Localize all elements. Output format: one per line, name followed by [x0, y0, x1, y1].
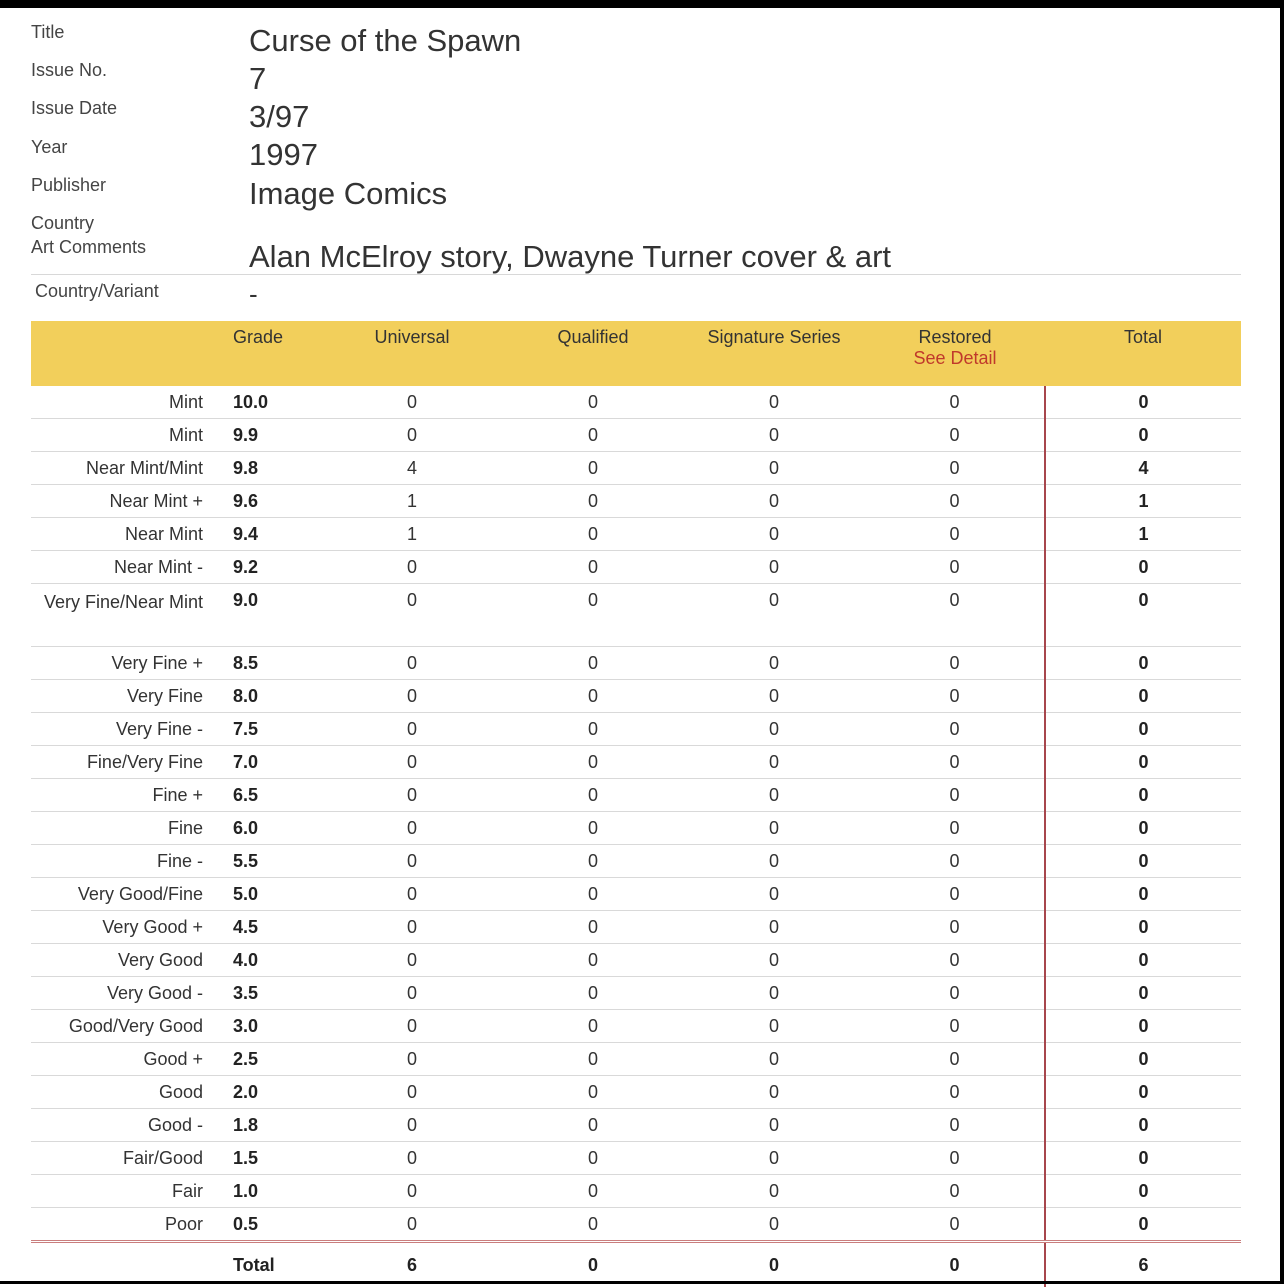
- publisher-label: Publisher: [31, 175, 106, 196]
- cell-signature: 0: [683, 911, 865, 944]
- cell-total: 0: [1045, 1109, 1241, 1142]
- table-row: [31, 812, 1241, 845]
- cell-grade: 9.0: [223, 584, 321, 647]
- title-label: Title: [31, 22, 64, 43]
- grade-name: Near Mint +: [31, 485, 223, 518]
- cell-qualified: 0: [503, 647, 683, 680]
- cell-universal: 0: [321, 647, 503, 680]
- cell-universal: 0: [321, 812, 503, 845]
- cell-restored: 0: [865, 1208, 1045, 1242]
- cell-total: 0: [1045, 551, 1241, 584]
- cell-qualified: 0: [503, 944, 683, 977]
- grade-name: Poor: [31, 1208, 223, 1242]
- table-row: [31, 746, 1241, 779]
- table-row: [31, 386, 1241, 419]
- cell-signature: 0: [683, 1109, 865, 1142]
- table-row: [31, 845, 1241, 878]
- cell-restored: 0: [865, 911, 1045, 944]
- cell-total: 0: [1045, 419, 1241, 452]
- cell-grade: 9.8: [223, 452, 321, 485]
- cell-universal: 0: [321, 1043, 503, 1076]
- table-row: [31, 680, 1241, 713]
- cell-grade: 4.5: [223, 911, 321, 944]
- totals-signature: 0: [683, 1242, 865, 1287]
- grade-name: Near Mint: [31, 518, 223, 551]
- cell-total: 0: [1045, 1175, 1241, 1208]
- table-row: [31, 518, 1241, 551]
- grade-name: Very Fine/Near Mint: [31, 584, 223, 647]
- header-signature: Signature Series: [683, 321, 865, 386]
- cell-total: 0: [1045, 1010, 1241, 1043]
- cell-restored: 0: [865, 977, 1045, 1010]
- table-row: [31, 1208, 1241, 1242]
- issue-value: 7: [249, 61, 266, 97]
- cell-restored: 0: [865, 1109, 1045, 1142]
- grade-name: Good -: [31, 1109, 223, 1142]
- year-label: Year: [31, 137, 67, 158]
- cell-restored: 0: [865, 551, 1045, 584]
- cell-total: 0: [1045, 779, 1241, 812]
- grade-name: Very Fine +: [31, 647, 223, 680]
- cell-restored: 0: [865, 1010, 1045, 1043]
- table-row: [31, 878, 1241, 911]
- table-header: [31, 321, 1241, 386]
- cell-grade: 4.0: [223, 944, 321, 977]
- year-value: 1997: [249, 137, 318, 173]
- grade-name: Very Good +: [31, 911, 223, 944]
- see-detail-link[interactable]: See Detail: [866, 348, 1044, 369]
- cell-signature: 0: [683, 452, 865, 485]
- cell-universal: 0: [321, 944, 503, 977]
- cell-qualified: 0: [503, 584, 683, 647]
- cell-signature: 0: [683, 812, 865, 845]
- cell-qualified: 0: [503, 713, 683, 746]
- cell-signature: 0: [683, 1208, 865, 1242]
- cell-universal: 0: [321, 779, 503, 812]
- cell-qualified: 0: [503, 1010, 683, 1043]
- table-row: [31, 452, 1241, 485]
- cell-grade: 9.4: [223, 518, 321, 551]
- cell-signature: 0: [683, 878, 865, 911]
- cell-total: 0: [1045, 1043, 1241, 1076]
- table-row: [31, 551, 1241, 584]
- grade-name: Near Mint/Mint: [31, 452, 223, 485]
- cell-grade: 0.5: [223, 1208, 321, 1242]
- cell-grade: 6.5: [223, 779, 321, 812]
- cell-restored: 0: [865, 878, 1045, 911]
- cell-grade: 9.9: [223, 419, 321, 452]
- cell-universal: 0: [321, 746, 503, 779]
- cell-universal: 0: [321, 878, 503, 911]
- cell-restored: 0: [865, 584, 1045, 647]
- cell-qualified: 0: [503, 680, 683, 713]
- cell-qualified: 0: [503, 911, 683, 944]
- cell-signature: 0: [683, 419, 865, 452]
- cell-qualified: 0: [503, 419, 683, 452]
- cell-universal: 0: [321, 386, 503, 419]
- cell-signature: 0: [683, 551, 865, 584]
- grade-name: Fair: [31, 1175, 223, 1208]
- table-row: [31, 1043, 1241, 1076]
- date-value: 3/97: [249, 99, 309, 135]
- grade-name: Very Good/Fine: [31, 878, 223, 911]
- cell-restored: 0: [865, 518, 1045, 551]
- variant-label: Country/Variant: [35, 281, 159, 302]
- grade-name: Near Mint -: [31, 551, 223, 584]
- cell-total: 0: [1045, 878, 1241, 911]
- cell-total: 0: [1045, 647, 1241, 680]
- cell-total: 0: [1045, 680, 1241, 713]
- grade-name: Mint: [31, 386, 223, 419]
- cell-universal: 1: [321, 518, 503, 551]
- cell-restored: 0: [865, 1175, 1045, 1208]
- cell-signature: 0: [683, 584, 865, 647]
- grade-name: Fine/Very Fine: [31, 746, 223, 779]
- cell-restored: 0: [865, 485, 1045, 518]
- header-name: [31, 321, 223, 386]
- grade-name: Very Good: [31, 944, 223, 977]
- cell-total: 1: [1045, 518, 1241, 551]
- cell-grade: 8.0: [223, 680, 321, 713]
- cell-signature: 0: [683, 1175, 865, 1208]
- cell-universal: 0: [321, 584, 503, 647]
- table-row: [31, 713, 1241, 746]
- grade-name: Fine +: [31, 779, 223, 812]
- cell-total: 0: [1045, 1208, 1241, 1242]
- cell-total: 0: [1045, 746, 1241, 779]
- header-total: Total: [1045, 321, 1241, 386]
- cell-universal: 0: [321, 713, 503, 746]
- cell-qualified: 0: [503, 779, 683, 812]
- cell-signature: 0: [683, 713, 865, 746]
- cell-restored: 0: [865, 812, 1045, 845]
- cell-universal: 0: [321, 551, 503, 584]
- cell-signature: 0: [683, 1076, 865, 1109]
- cell-qualified: 0: [503, 845, 683, 878]
- cell-qualified: 0: [503, 452, 683, 485]
- grade-name: Good/Very Good: [31, 1010, 223, 1043]
- cell-signature: 0: [683, 485, 865, 518]
- census-table: [31, 321, 1241, 1287]
- cell-universal: 0: [321, 911, 503, 944]
- cell-signature: 0: [683, 779, 865, 812]
- totals-total: 6: [1045, 1242, 1241, 1287]
- header-grade: Grade: [223, 321, 321, 386]
- table-row: [31, 1010, 1241, 1043]
- grade-name: Good +: [31, 1043, 223, 1076]
- cell-grade: 1.5: [223, 1142, 321, 1175]
- table-row: [31, 779, 1241, 812]
- cell-total: 0: [1045, 1076, 1241, 1109]
- cell-grade: 9.6: [223, 485, 321, 518]
- cell-grade: 3.5: [223, 977, 321, 1010]
- top-border: [0, 0, 1284, 8]
- table-row: [31, 1109, 1241, 1142]
- header-qualified: Qualified: [503, 321, 683, 386]
- title-value: Curse of the Spawn: [249, 23, 521, 59]
- cell-universal: 0: [321, 1010, 503, 1043]
- cell-restored: 0: [865, 680, 1045, 713]
- cell-restored: 0: [865, 713, 1045, 746]
- cell-grade: 5.0: [223, 878, 321, 911]
- cell-signature: 0: [683, 1142, 865, 1175]
- cell-signature: 0: [683, 944, 865, 977]
- cell-qualified: 0: [503, 518, 683, 551]
- date-label: Issue Date: [31, 98, 117, 119]
- cell-signature: 0: [683, 1043, 865, 1076]
- cell-qualified: 0: [503, 386, 683, 419]
- cell-grade: 2.0: [223, 1076, 321, 1109]
- cell-universal: 0: [321, 845, 503, 878]
- grade-name: Very Good -: [31, 977, 223, 1010]
- cell-restored: 0: [865, 647, 1045, 680]
- cell-total: 0: [1045, 386, 1241, 419]
- cell-restored: 0: [865, 1043, 1045, 1076]
- cell-qualified: 0: [503, 1208, 683, 1242]
- cell-universal: 0: [321, 1142, 503, 1175]
- cell-qualified: 0: [503, 977, 683, 1010]
- cell-grade: 9.2: [223, 551, 321, 584]
- cell-total: 0: [1045, 911, 1241, 944]
- cell-universal: 0: [321, 419, 503, 452]
- grade-name: Fine -: [31, 845, 223, 878]
- issue-label: Issue No.: [31, 60, 107, 81]
- totals-qualified: 0: [503, 1242, 683, 1287]
- cell-restored: 0: [865, 944, 1045, 977]
- totals-label: Total: [223, 1242, 321, 1287]
- art-comments-value: Alan McElroy story, Dwayne Turner cover & art: [249, 239, 891, 275]
- grade-name: Mint: [31, 419, 223, 452]
- cell-qualified: 0: [503, 1043, 683, 1076]
- cell-universal: 0: [321, 1208, 503, 1242]
- table-row: [31, 1175, 1241, 1208]
- table-body: [31, 386, 1241, 1242]
- cell-restored: 0: [865, 779, 1045, 812]
- country-label: Country: [31, 213, 94, 234]
- cell-restored: 0: [865, 845, 1045, 878]
- cell-total: 0: [1045, 713, 1241, 746]
- cell-grade: 6.0: [223, 812, 321, 845]
- cell-universal: 0: [321, 680, 503, 713]
- cell-universal: 0: [321, 1175, 503, 1208]
- cell-qualified: 0: [503, 812, 683, 845]
- cell-qualified: 0: [503, 485, 683, 518]
- cell-qualified: 0: [503, 551, 683, 584]
- cell-signature: 0: [683, 977, 865, 1010]
- cell-signature: 0: [683, 746, 865, 779]
- grade-name: Fine: [31, 812, 223, 845]
- cell-total: 0: [1045, 944, 1241, 977]
- cell-total: 0: [1045, 977, 1241, 1010]
- cell-grade: 7.5: [223, 713, 321, 746]
- cell-total: 0: [1045, 812, 1241, 845]
- cell-signature: 0: [683, 647, 865, 680]
- table-row: [31, 647, 1241, 680]
- cell-qualified: 0: [503, 1175, 683, 1208]
- cell-grade: 7.0: [223, 746, 321, 779]
- header-restored-label: Restored: [918, 327, 991, 347]
- cell-total: 4: [1045, 452, 1241, 485]
- cell-total: 0: [1045, 584, 1241, 647]
- cell-universal: 1: [321, 485, 503, 518]
- cell-restored: 0: [865, 1142, 1045, 1175]
- cell-signature: 0: [683, 386, 865, 419]
- grade-name: Very Fine: [31, 680, 223, 713]
- cell-universal: 0: [321, 977, 503, 1010]
- cell-qualified: 0: [503, 878, 683, 911]
- cell-grade: 2.5: [223, 1043, 321, 1076]
- cell-total: 1: [1045, 485, 1241, 518]
- right-border: [1280, 0, 1284, 1284]
- cell-grade: 8.5: [223, 647, 321, 680]
- cell-restored: 0: [865, 452, 1045, 485]
- table-row: [31, 1142, 1241, 1175]
- cell-grade: 10.0: [223, 386, 321, 419]
- cell-qualified: 0: [503, 746, 683, 779]
- cell-grade: 5.5: [223, 845, 321, 878]
- table-row: [31, 419, 1241, 452]
- variant-value: -: [249, 279, 258, 310]
- cell-universal: 4: [321, 452, 503, 485]
- art-comments-label: Art Comments: [31, 237, 146, 258]
- cell-restored: 0: [865, 386, 1045, 419]
- header-universal: Universal: [321, 321, 503, 386]
- table-row: [31, 584, 1241, 647]
- header-restored: [865, 321, 1045, 386]
- grade-name: Very Fine -: [31, 713, 223, 746]
- cell-qualified: 0: [503, 1142, 683, 1175]
- cell-qualified: 0: [503, 1109, 683, 1142]
- cell-signature: 0: [683, 518, 865, 551]
- grade-name: Good: [31, 1076, 223, 1109]
- cell-universal: 0: [321, 1109, 503, 1142]
- cell-restored: 0: [865, 746, 1045, 779]
- cell-grade: 1.8: [223, 1109, 321, 1142]
- cell-signature: 0: [683, 1010, 865, 1043]
- cell-qualified: 0: [503, 1076, 683, 1109]
- table-row: [31, 911, 1241, 944]
- totals-restored: 0: [865, 1242, 1045, 1287]
- table-row: [31, 485, 1241, 518]
- publisher-value: Image Comics: [249, 176, 447, 212]
- cell-restored: 0: [865, 1076, 1045, 1109]
- cell-total: 0: [1045, 845, 1241, 878]
- cell-restored: 0: [865, 419, 1045, 452]
- cell-signature: 0: [683, 680, 865, 713]
- cell-total: 0: [1045, 1142, 1241, 1175]
- info-divider: [31, 274, 1241, 275]
- cell-grade: 1.0: [223, 1175, 321, 1208]
- grade-name: Fair/Good: [31, 1142, 223, 1175]
- table-row: [31, 944, 1241, 977]
- cell-grade: 3.0: [223, 1010, 321, 1043]
- table-row: [31, 1076, 1241, 1109]
- cell-signature: 0: [683, 845, 865, 878]
- cell-universal: 0: [321, 1076, 503, 1109]
- table-row: [31, 977, 1241, 1010]
- totals-universal: 6: [321, 1242, 503, 1287]
